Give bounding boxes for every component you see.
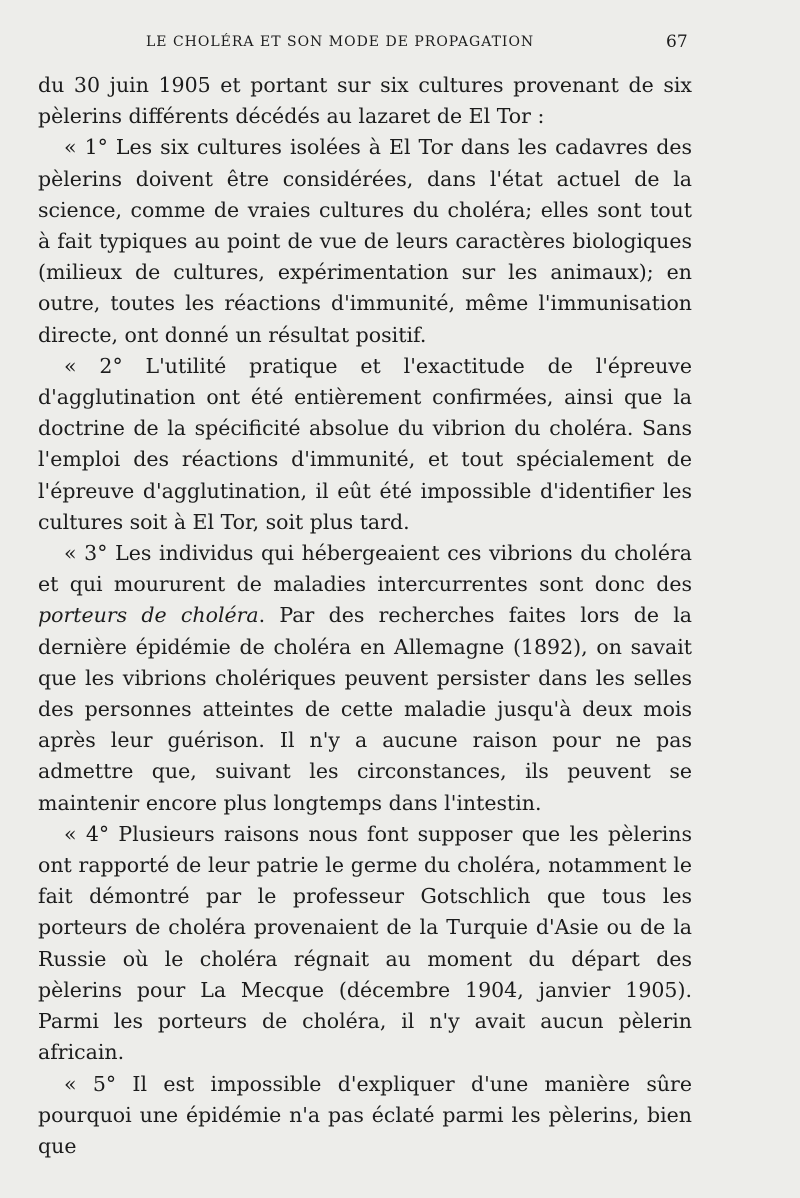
body-text xyxy=(38,70,692,1162)
paragraph-continuation: du 30 juin 1905 et portant sur six cultures provenant de six pèlerins différents décédés au lazaret de El Tor : xyxy=(38,73,692,129)
paragraph-point-3 xyxy=(38,538,692,819)
page-number: 67 xyxy=(666,32,688,52)
paragraph-point-1: « 1° Les six cultures isolées à El Tor dans les cadavres des pèlerins doivent être considérées, dans l'état actuel de la science, comme de vraies cultures du choléra; elles sont tout à fait typiques au point de vue de leurs caractères biologiques (milieux de cultures, expérimentation sur les animaux); en outre, toutes les réactions d'immunité, même l'immunisation directe, ont donné un résultat positif. xyxy=(38,135,692,347)
paragraph-point-4: « 4° Plusieurs raisons nous font supposer que les pèlerins ont rapporté de leur patrie le germe du choléra, notamment le fait démontré par le professeur Gotschlich que tous les porteurs de choléra provenaient de la Turquie d'Asie ou de la Russie où le choléra régnait au moment du départ des pèlerins pour La Mecque (décembre 1904, janvier 1905). Parmi les porteurs de choléra, il n'y avait aucun pèlerin africain. xyxy=(38,821,692,1065)
page-header xyxy=(0,34,800,54)
paragraph-point-3-rest: . Par des recherches faites lors de la dernière épidémie de choléra en Allemagne (1892), on savait que les vibrions cholériques peuvent persister dans les selles des personnes atteintes de cette maladie jusqu'à deux mois après leur guérison. Il n'y a aucune raison pour ne pas admettre que, suivant les circonstances, ils peuvent se maintenir encore plus longtemps dans l'intestin. xyxy=(38,603,692,815)
paragraph-point-5: « 5° Il est impossible d'expliquer d'une manière sûre pourquoi une épidémie n'a pas éclaté parmi les pèlerins, bien que xyxy=(38,1071,692,1158)
paragraph-point-2: « 2° L'utilité pratique et l'exactitude de l'épreuve d'agglutination ont été entièrement confirmées, ainsi que la doctrine de la spécificité absolue du vibrion du choléra. Sans l'emploi des réactions d'immunité, et tout spécialement de l'épreuve d'agglutination, il eût été impossible d'identifier les cultures soit à El Tor, soit plus tard. xyxy=(38,353,692,534)
running-title: LE CHOLÉRA ET SON MODE DE PROPAGATION xyxy=(146,34,535,50)
paragraph-point-3-start: « 3° Les individus qui hébergeaient ces vibrions du choléra et qui moururent de maladies intercurrentes sont donc des xyxy=(38,541,692,597)
italic-term: porteurs de choléra xyxy=(38,603,259,628)
